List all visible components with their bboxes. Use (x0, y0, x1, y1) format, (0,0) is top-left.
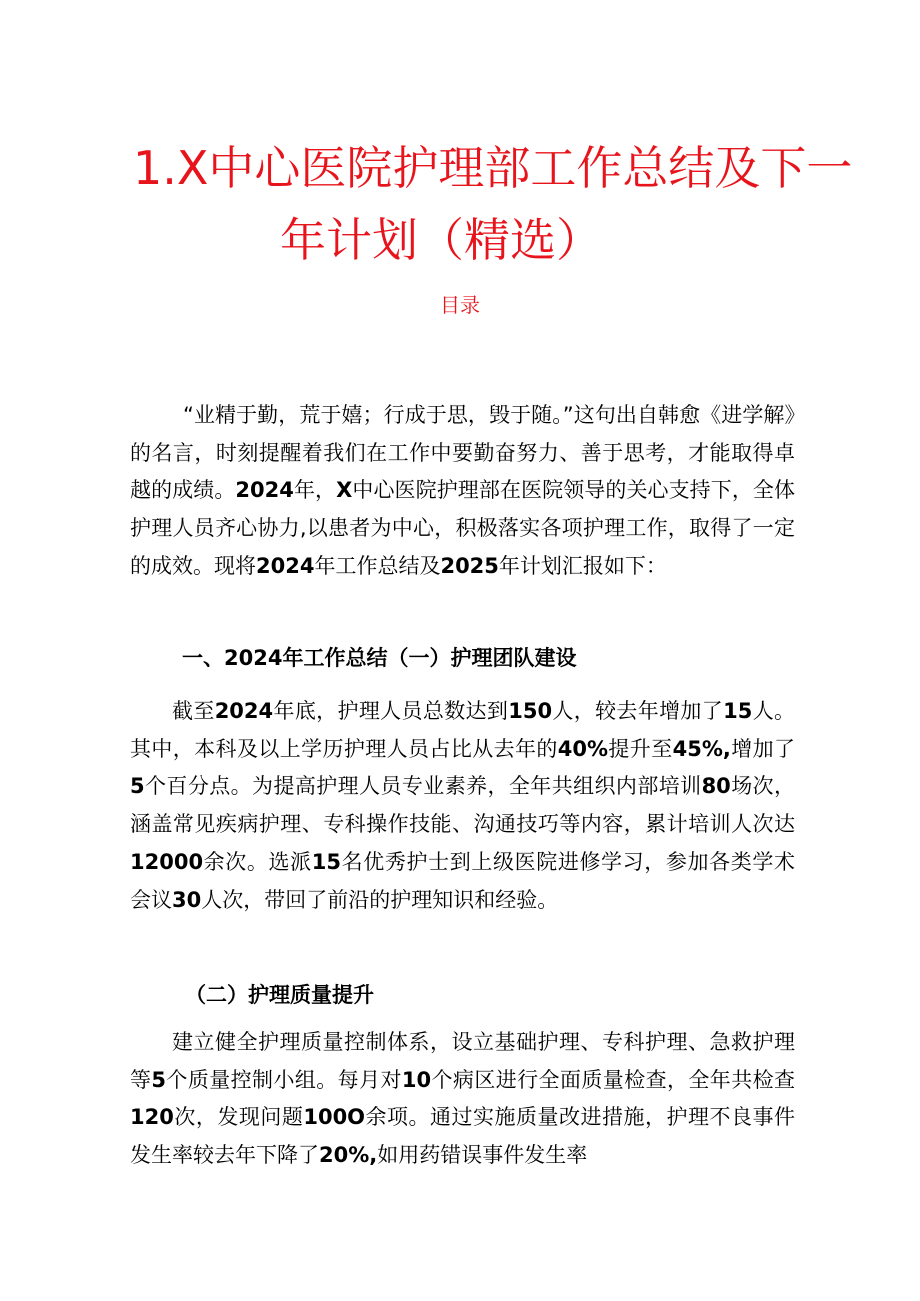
team-number: 15 (723, 699, 753, 723)
document-title-line-1: 1.X中心医院护理部工作总结及下一 (133, 141, 853, 195)
team-text: 人，较去年增加了 (552, 699, 724, 723)
intro-text: 中心医院护理部在医院领导的关心支持下，全体护理人员齐心协力,以患者为中心，积极落实各项护理工作，取得了一定的成效。现将 (130, 478, 796, 578)
intro-quote: “业精于勤，荒于嬉；行成于思，毁于随。” (183, 403, 574, 427)
quality-number: 5 (151, 1067, 167, 1092)
team-number: 15 (311, 849, 342, 874)
quality-text: 建立健全护理质量控制体系，设立基础护理、专科护理、急救护理等 (130, 1030, 795, 1092)
intro-text: 年， (293, 478, 337, 503)
intro-number: X (336, 478, 353, 503)
intro-number: 2024 (235, 478, 294, 503)
intro-number: 2025 (440, 553, 499, 578)
intro-number: 2024 (256, 553, 315, 578)
team-text: 场次，涵盖常见疾病护理、专科操作技能、沟通技巧等内容，累计培训人次达 (130, 774, 796, 837)
quality-number: 20%, (319, 1143, 378, 1168)
team-number: 5 (130, 774, 145, 799)
team-number: 150 (508, 699, 553, 723)
quality-text: 次，发现问题 (173, 1105, 304, 1130)
team-paragraph (130, 693, 795, 919)
quality-text: 个病区进行全面质量检查，全年共检查 (431, 1067, 796, 1092)
intro-text: 这句出自韩愈《进学解》的名言，时刻提醒着我们在工作中要勤奋努力、善于思考，才能取得卓越的成绩。 (130, 403, 796, 503)
team-number: 12000 (130, 849, 204, 874)
quality-text: 余项。通过实施质量改进措施，护理不良事件发生率较去年下降了 (130, 1105, 796, 1168)
quality-text: 如用药错误事件发生率 (377, 1143, 588, 1168)
team-text: 增加了 (730, 736, 796, 761)
team-text: 名优秀护士到上级医院进修学习，参加各类学术会议 (130, 849, 796, 912)
team-text: 个百分点。为提高护理人员专业素养，全年共组织内部培训 (144, 774, 702, 799)
team-text: 年底，护理人员总数达到 (273, 699, 509, 723)
team-text: 人次，带回了前沿的护理知识和经验。 (201, 887, 559, 912)
team-number: 30 (172, 887, 202, 912)
team-text: 人。其中，本科及以上学历护理人员占比从去年的 (130, 699, 796, 761)
quality-number: 100O (303, 1105, 366, 1130)
section-heading-team: 一、2024年工作总结（一）护理团队建设 (182, 646, 577, 670)
quality-number: 10 (401, 1067, 432, 1092)
team-number: 45%, (672, 736, 731, 761)
quality-text: 个质量控制小组。每月对 (166, 1067, 402, 1092)
team-text: 截至 (172, 699, 215, 723)
team-number: 2024 (214, 699, 274, 723)
team-number: 80 (701, 774, 731, 799)
intro-text: 年计划汇报如下： (498, 553, 667, 578)
quality-paragraph (130, 1024, 795, 1175)
intro-paragraph (130, 397, 795, 586)
section-heading-quality: （二）护理质量提升 (185, 983, 374, 1007)
intro-text: 年工作总结及 (314, 553, 441, 578)
team-text: 余次。选派 (203, 849, 312, 874)
quality-number: 120 (130, 1105, 174, 1130)
toc-label: 目录 (440, 293, 480, 317)
document-title-line-2: 年计划（精选） (280, 213, 602, 267)
team-number: 40% (557, 736, 609, 761)
team-text: 提升至 (608, 736, 673, 761)
